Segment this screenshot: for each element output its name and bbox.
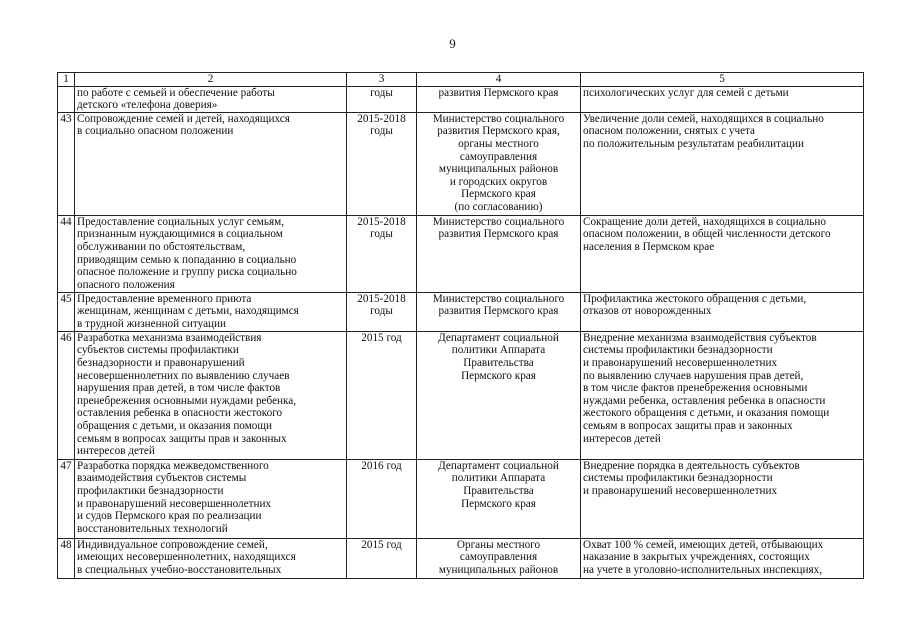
executor-cell: Департамент социальной политики Аппарата Правительства Пермского края [417, 331, 581, 459]
measure-cell: Индивидуальное сопровождение семей, имеющих несовершеннолетних, находящихся в специальных учебно-восстановительных [75, 538, 347, 578]
period-cell: 2015-2018 годы [347, 112, 417, 215]
header-col-result: 5 [581, 73, 864, 87]
table-row [58, 112, 864, 215]
header-col-measure: 2 [75, 73, 347, 87]
result-cell: Внедрение механизма взаимодействия субъектов системы профилактики безнадзорности и правонарушений несовершеннолетних по выявлению случаев нарушения прав детей, в том числе фактов пренебрежения основными нуждами ребенка, оставления ребенка в опасности жестокого обращения с детьми, и оказания помощи семьям в вопросах защиты прав и законных интересов детей [581, 331, 864, 459]
executor-cell: Министерство социального развития Пермского края [417, 292, 581, 331]
measures-table [57, 72, 864, 579]
result-cell: Внедрение порядка в деятельность субъектов системы профилактики безнадзорности и правонарушений несовершеннолетних [581, 459, 864, 538]
row-number: 43 [58, 112, 75, 215]
page-number: 9 [449, 36, 456, 51]
executor-cell: Департамент социальной политики Аппарата Правительства Пермского края [417, 459, 581, 538]
period-cell: 2015 год [347, 331, 417, 459]
row-number: 45 [58, 292, 75, 331]
period-cell: 2015-2018 годы [347, 292, 417, 331]
row-number: 48 [58, 538, 75, 578]
period-cell: 2015 год [347, 538, 417, 578]
result-cell: психологических услуг для семей с детьми [581, 86, 864, 112]
header-col-executor: 4 [417, 73, 581, 87]
header-col-number: 1 [58, 73, 75, 87]
measure-cell: Разработка порядка межведомственного взаимодействия субъектов системы профилактики безнадзорности и правонарушений несовершеннолетних и судов Пермского края по реализации восстановительных технологий [75, 459, 347, 538]
table-row [58, 292, 864, 331]
result-cell: Профилактика жестокого обращения с детьми, отказов от новорожденных [581, 292, 864, 331]
table-row [58, 215, 864, 292]
result-cell: Увеличение доли семей, находящихся в социально опасном положении, снятых с учета по положительным результатам реабилитации [581, 112, 864, 215]
table-row [58, 86, 864, 112]
period-cell: 2015-2018 годы [347, 215, 417, 292]
table-row [58, 331, 864, 459]
table-row [58, 459, 864, 538]
measure-cell: Сопровождение семей и детей, находящихся в социально опасном положении [75, 112, 347, 215]
measure-cell: Предоставление социальных услуг семьям, признанным нуждающимися в социальном обслуживании по обстоятельствам, приводящим семью к попаданию в социально опасное положение и группу риска социально опасного положения [75, 215, 347, 292]
row-number: 46 [58, 331, 75, 459]
result-cell: Охват 100 % семей, имеющих детей, отбывающих наказание в закрытых учреждениях, состоящих на учете в уголовно-исполнительных инспекциях, [581, 538, 864, 578]
executor-cell: развития Пермского края [417, 86, 581, 112]
period-cell: годы [347, 86, 417, 112]
row-number: 47 [58, 459, 75, 538]
executor-cell: Органы местного самоуправления муниципальных районов [417, 538, 581, 578]
executor-cell: Министерство социального развития Пермского края, органы местного самоуправления муниципальных районов и городских округов Пермского края (по согласованию) [417, 112, 581, 215]
header-col-period: 3 [347, 73, 417, 87]
row-number: 44 [58, 215, 75, 292]
table-row [58, 538, 864, 578]
measure-cell: Разработка механизма взаимодействия субъектов системы профилактики безнадзорности и правонарушений несовершеннолетних по выявлению случаев нарушения прав детей, в том числе фактов пренебрежения основными нуждами ребенка, оставления ребенка в опасности жестокого обращения с детьми, и оказания помощи семьям в вопросах защиты прав и законных интересов детей [75, 331, 347, 459]
period-cell: 2016 год [347, 459, 417, 538]
measure-cell: по работе с семьей и обеспечение работы детского «телефона доверия» [75, 86, 347, 112]
executor-cell: Министерство социального развития Пермского края [417, 215, 581, 292]
measure-cell: Предоставление временного приюта женщинам, женщинам с детьми, находящимся в трудной жизненной ситуации [75, 292, 347, 331]
result-cell: Сокращение доли детей, находящихся в социально опасном положении, в общей численности детского населения в Пермском крае [581, 215, 864, 292]
table-header-row [58, 73, 864, 87]
row-number [58, 86, 75, 112]
